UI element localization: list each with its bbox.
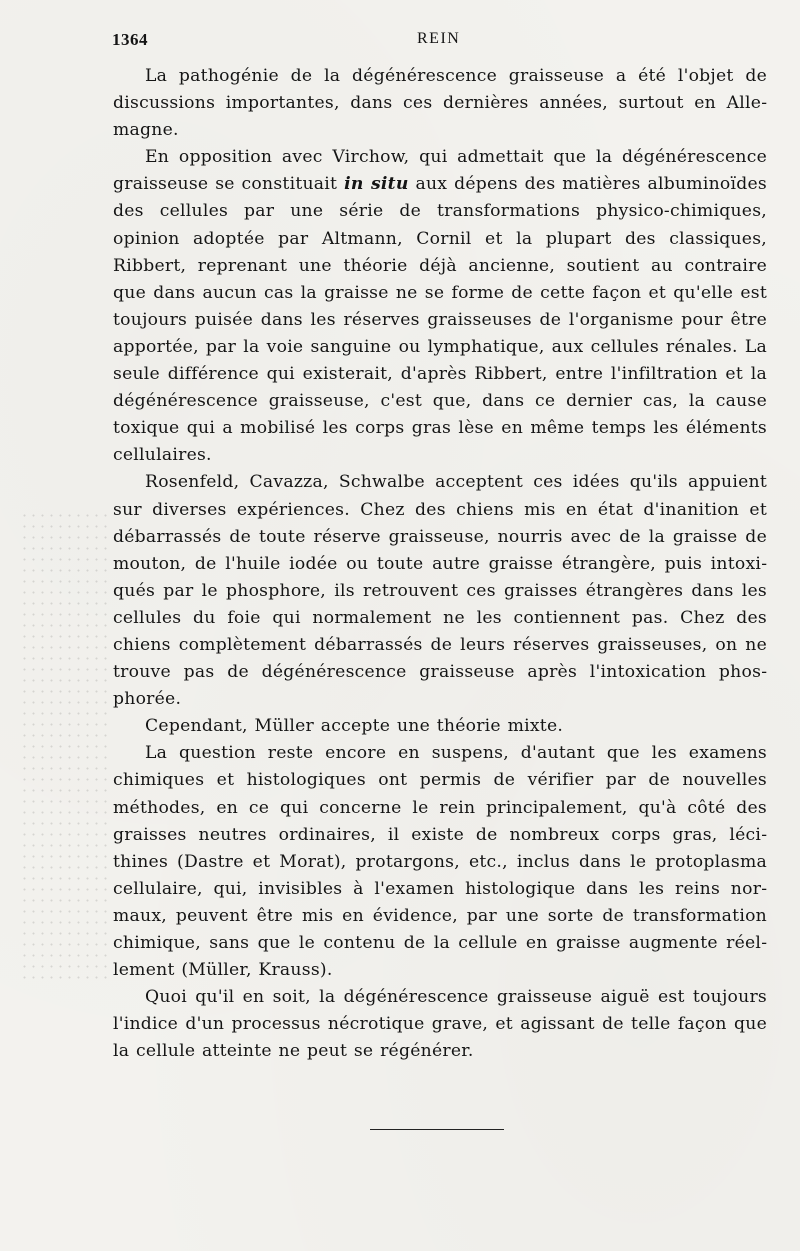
paragraph-text: Quoi qu'il en soit, la dégénérescence graisseuse aiguë est toujours l'indice d'un processus nécrotique grave, et agissant de telle façon que la cellule atteinte ne peut se régénérer. xyxy=(113,987,767,1062)
paragraph-text-after: aux dépens des matières albuminoïdes des cellules par une série de transformations physico-chimiques, opinion adoptée par Altmann, Cornil et la plupart des classiques, Ribbert, reprenant une théorie déjà ancienne, soutient au contraire que dans aucun cas la graisse ne se forme de cette façon et qu'elle est toujours puisée dans les réserves graisseuses de l'organisme pour être apportée, par la voie sanguine ou lymphatique, aux cellules rénales. La seule différence qui existerait, d'après Ribbert, entre l'infiltration et la dégénérescence graisseuse, c'est que, dans ce dernier cas, la cause toxique qui a mobilisé les corps gras lèse en même temps les éléments cellulaires. xyxy=(113,174,767,466)
section-end-rule xyxy=(370,1129,504,1130)
page-number: 1364 xyxy=(112,30,148,49)
paragraph-6 xyxy=(113,984,767,1065)
paragraph-5 xyxy=(113,740,767,984)
body-text xyxy=(113,63,767,1065)
running-head: REIN xyxy=(417,30,461,47)
paragraph-text: La pathogénie de la dégénérescence graisseuse a été l'objet de discussions importantes, dans ces dernières années, surtout en Allemagne. xyxy=(113,66,767,141)
paragraph-4 xyxy=(113,713,767,740)
paragraph-text: Rosenfeld, Cavazza, Schwalbe acceptent ces idées qu'ils appuient sur diverses expériences. Chez des chiens mis en état d'inanition et débarrassés de toute réserve graisseuse, nourris avec de la graisse de mouton, de l'huile iodée ou toute autre graisse étrangère, puis intoxiqués par le phosphore, ils retrouvent ces graisses étrangères dans les cellules du foie qui normalement ne les contiennent pas. Chez des chiens complètement débarrassés de leurs réserves graisseuses, on ne trouve pas de dégénérescence graisseuse après l'intoxication phosphorée. xyxy=(113,472,767,710)
paragraph-1 xyxy=(113,63,767,144)
page-header xyxy=(112,30,767,52)
paragraph-text: La question reste encore en suspens, d'autant que les examens chimiques et histologiques ont permis de vérifier par de nouvelles méthodes, en ce qui concerne le rein principalement, qu'à côté des graisses neutres ordinaires, il existe de nombreux corps gras, lécithines (Dastre et Morat), protargons, etc., inclus dans le protoplasma cellulaire, qui, invisibles à l'examen histologique dans les reins normaux, peuvent être mis en évidence, par une sorte de transformation chimique, sans que le contenu de la cellule en graisse augmente réellement (Müller, Krauss). xyxy=(113,743,767,981)
paragraph-3 xyxy=(113,469,767,713)
paragraph-2 xyxy=(113,144,767,469)
paragraph-text: Cependant, Müller accepte une théorie mixte. xyxy=(145,716,564,737)
emphasis-in-situ: in situ xyxy=(344,174,409,195)
paragraph-text-before: En opposition avec Virchow, qui admettait que la dégénérescence graisseuse se constituait xyxy=(113,147,767,195)
margin-smudge xyxy=(20,510,110,980)
